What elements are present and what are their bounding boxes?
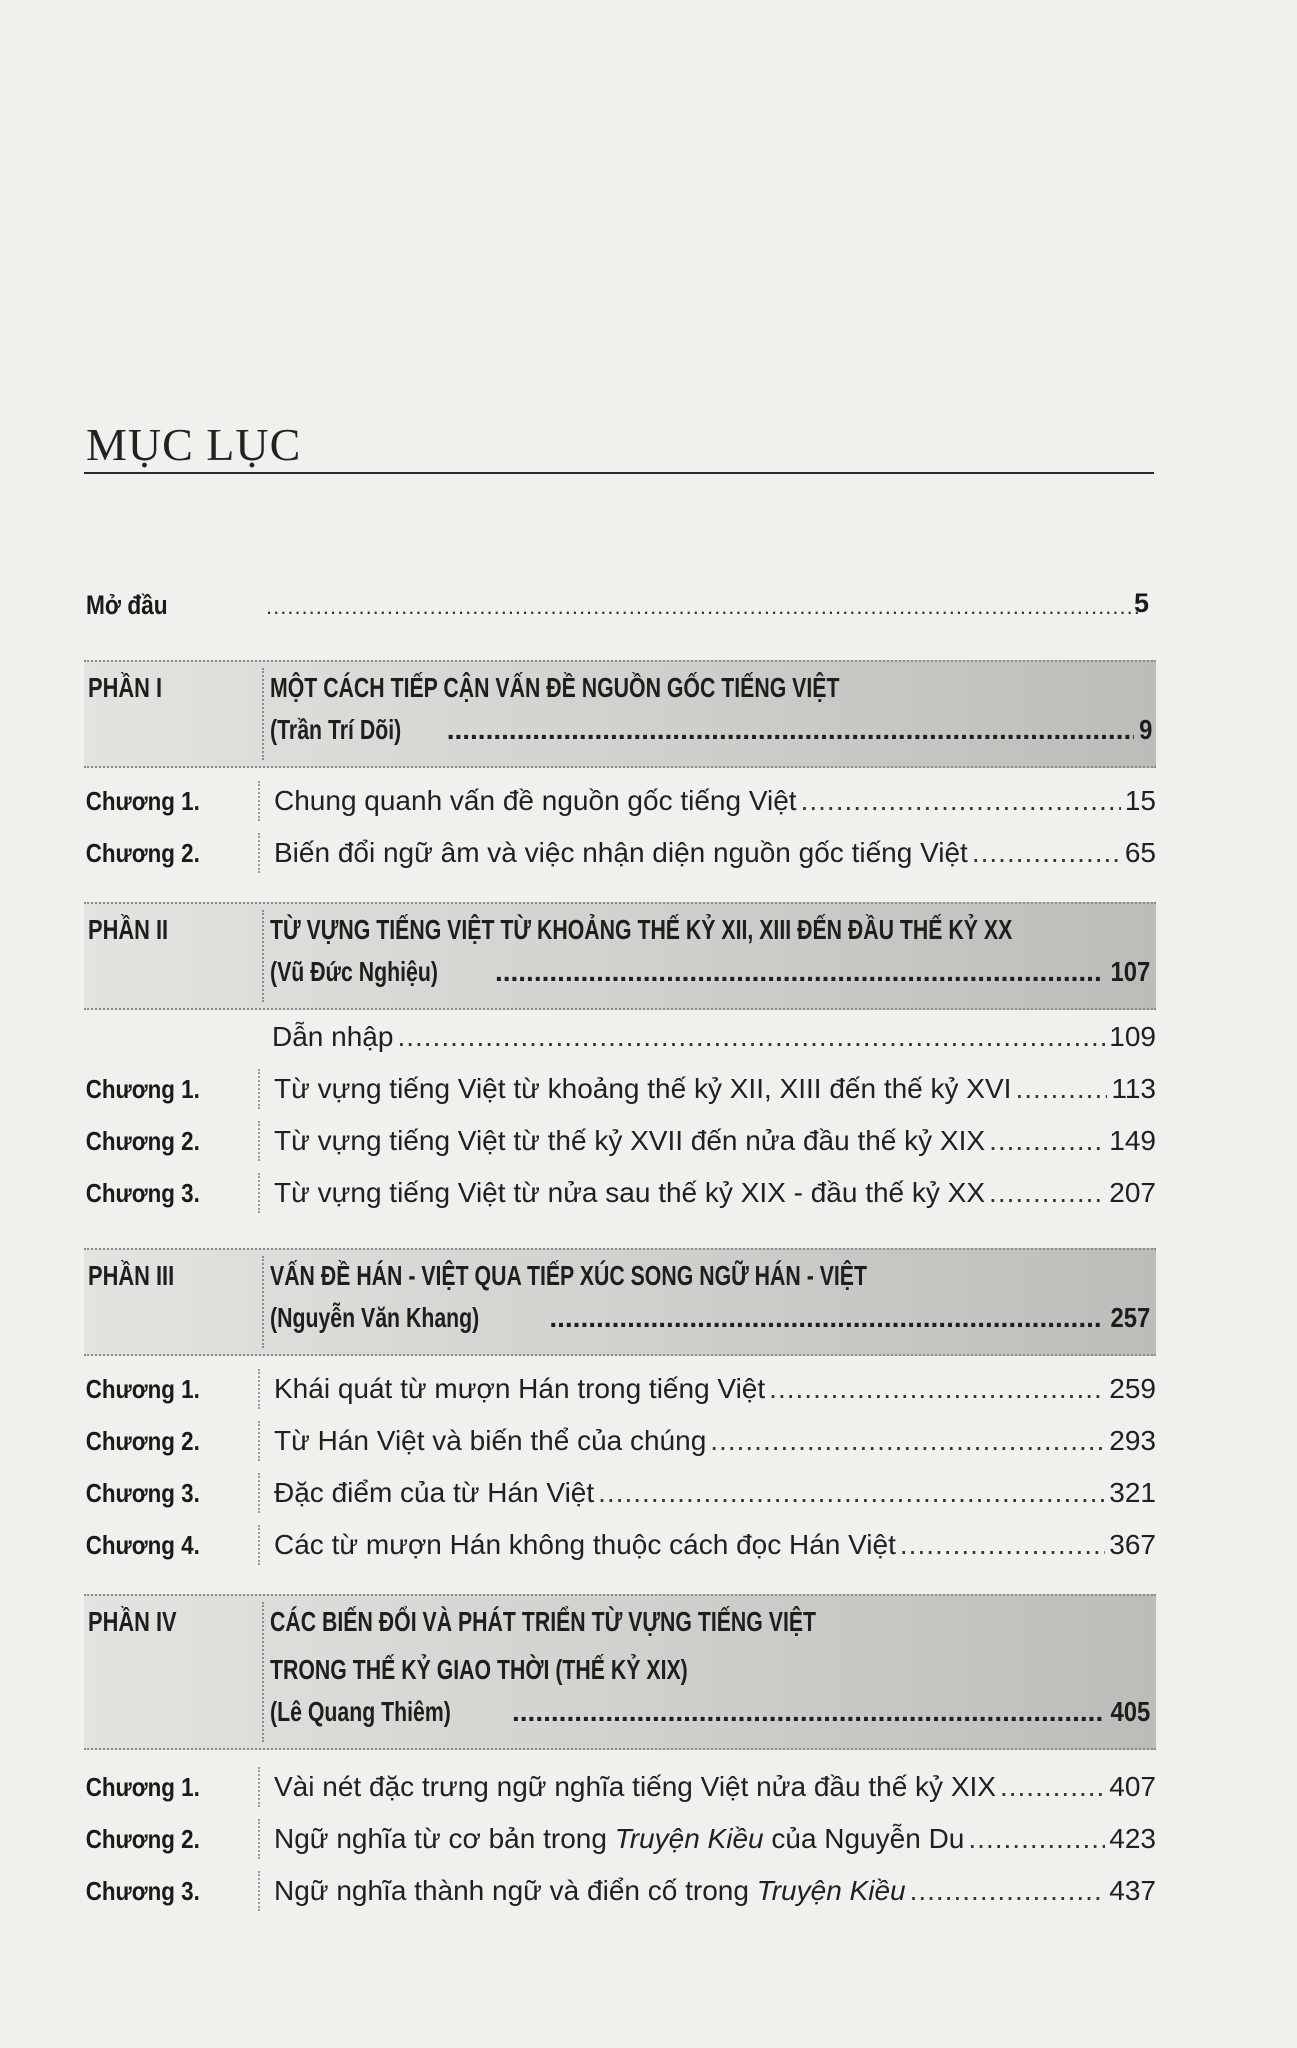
page-title: MỤC LỤC [86, 419, 302, 470]
part-label: PHẦN I [88, 672, 163, 703]
part-author: (Trần Trí Dõi) [270, 714, 402, 745]
dot-leader [266, 594, 1142, 620]
part-page-number: 107 [1110, 956, 1151, 987]
list-item: Chương 2. Ngữ nghĩa từ cơ bản trong Truyện Kiều của Nguyễn Du ..... 423 [84, 1814, 1156, 1864]
intro-label: Mở đầu [86, 590, 168, 620]
part-header [84, 902, 1156, 1010]
part-label: PHẦN III [88, 1260, 175, 1291]
list-item: Chương 3. Từ vựng tiếng Việt từ nửa sau thế kỷ XIX - đầu thế kỷ XX ..... 207 [84, 1168, 1156, 1218]
part-label: PHẦN II [88, 914, 169, 945]
part-title-line: TRONG THẾ KỶ GIAO THỜI (THẾ KỶ XIX) [270, 1654, 688, 1685]
part-author-line [270, 714, 1154, 758]
part-title-line: VẤN ĐỀ HÁN - VIỆT QUA TIẾP XÚC SONG NGỮ HÁN - VIỆT [270, 1260, 868, 1291]
part-title-line: TỪ VỰNG TIẾNG VIỆT TỪ KHOẢNG THẾ KỶ XII, XIII ĐẾN ĐẦU THẾ KỶ XX [270, 914, 1013, 945]
part-page-number: 9 [1139, 714, 1153, 745]
part-author-line [270, 956, 1154, 1000]
part-label: PHẦN IV [88, 1606, 177, 1637]
list-item: Chương 1. Vài nét đặc trưng ngữ nghĩa tiếng Việt nửa đầu thế kỷ XIX ..... 407 [84, 1762, 1156, 1812]
list-item: Dẫn nhập ..... 109 [84, 1012, 1156, 1062]
part-author-line [270, 1696, 1154, 1740]
list-item: Chương 3. Ngữ nghĩa thành ngữ và điển cố trong Truyện Kiều ..... 437 [84, 1866, 1156, 1916]
list-item: Chương 1. Chung quanh vấn đề nguồn gốc tiếng Việt ..... 15 [84, 776, 1156, 826]
part-page-number: 405 [1110, 1696, 1151, 1727]
part-page-number: 257 [1110, 1302, 1151, 1333]
part-author: (Nguyễn Văn Khang) [270, 1302, 480, 1333]
list-item: Chương 2. Biến đổi ngữ âm và việc nhận diện nguồn gốc tiếng Việt ..... 65 [84, 828, 1156, 878]
list-item: Chương 4. Các từ mượn Hán không thuộc cách đọc Hán Việt ..... 367 [84, 1520, 1156, 1570]
part-title-line: CÁC BIẾN ĐỔI VÀ PHÁT TRIỂN TỪ VỰNG TIẾNG VIỆT [270, 1606, 817, 1637]
part-author-line [270, 1302, 1154, 1346]
part-header [84, 1594, 1156, 1750]
part-header [84, 1248, 1156, 1356]
part-header [84, 660, 1156, 768]
title-rule [84, 472, 1154, 474]
list-item: Chương 3. Đặc điểm của từ Hán Việt ..... 321 [84, 1468, 1156, 1518]
list-item: Chương 2. Từ vựng tiếng Việt từ thế kỷ XVII đến nửa đầu thế kỷ XIX ..... 149 [84, 1116, 1156, 1166]
list-item: Chương 1. Khái quát từ mượn Hán trong tiếng Việt ..... 259 [84, 1364, 1156, 1414]
intro-page-number: 5 [1133, 588, 1149, 618]
part-author: (Vũ Đức Nghiệu) [270, 956, 438, 987]
part-author: (Lê Quang Thiêm) [270, 1696, 451, 1727]
list-item: Chương 2. Từ Hán Việt và biến thể của chúng ..... 293 [84, 1416, 1156, 1466]
list-item: Chương 1. Từ vựng tiếng Việt từ khoảng thế kỷ XII, XIII đến thế kỷ XVI ..... 113 [84, 1064, 1156, 1114]
part-title-line: MỘT CÁCH TIẾP CẬN VẤN ĐỀ NGUỒN GỐC TIẾNG VIỆT [270, 672, 840, 703]
